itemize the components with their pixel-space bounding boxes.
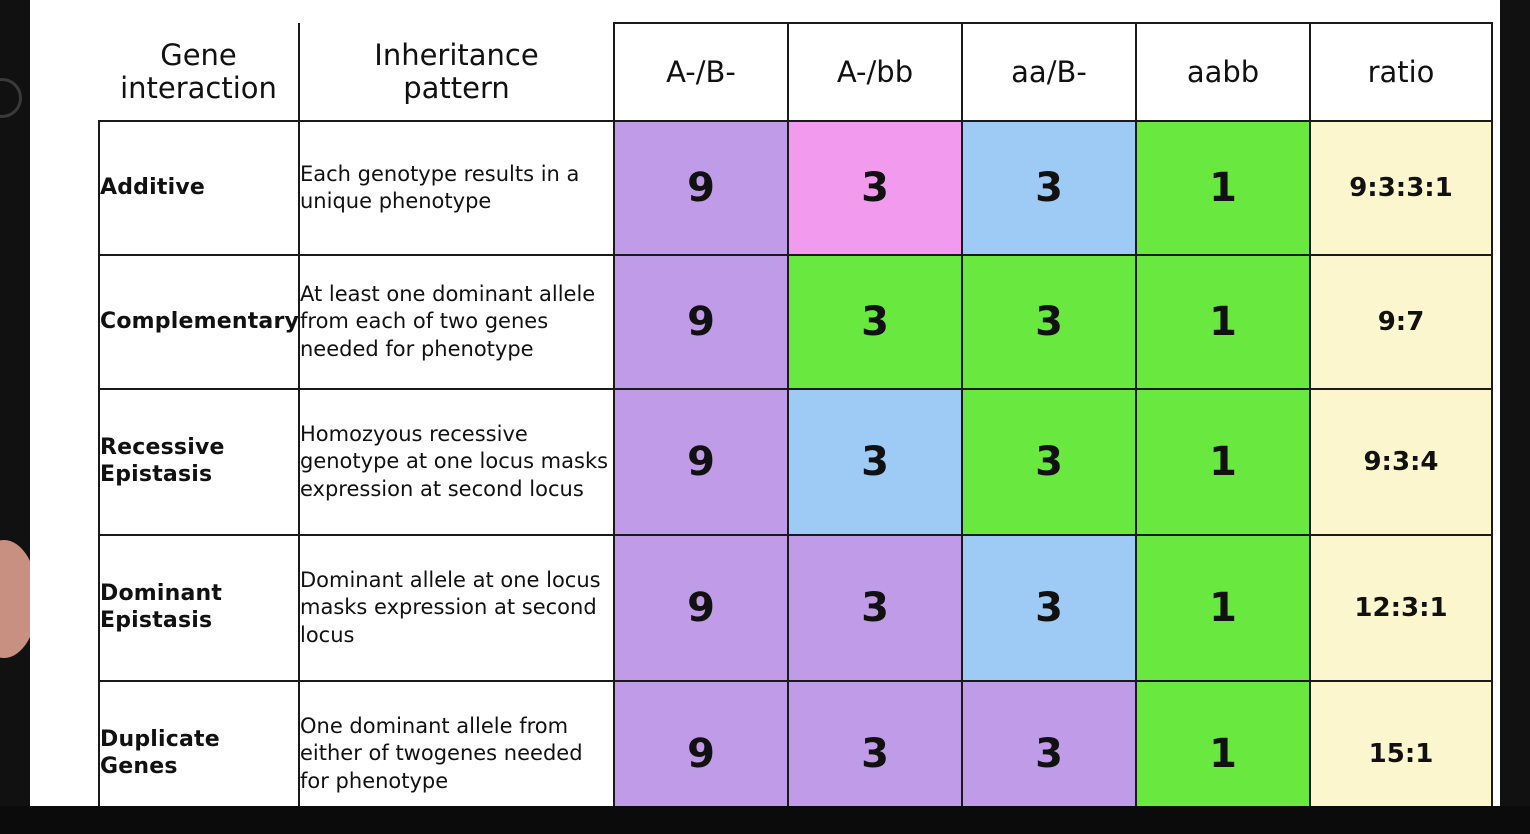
- header-ratio: ratio: [1310, 23, 1492, 121]
- row-pattern-complementary: At least one dominant allele from each of two genes needed for phenotype: [299, 255, 614, 389]
- header-inheritance-pattern: [299, 23, 614, 121]
- cell-ratio-0: 9:3:3:1: [1310, 121, 1492, 255]
- row-label-line2: Genes: [100, 754, 178, 779]
- header-gene-interaction-line1: Gene: [160, 38, 237, 73]
- cell-ratio-4: 15:1: [1310, 681, 1492, 827]
- right-gutter: [1500, 0, 1530, 834]
- row-label-dominant-epistasis: [99, 535, 299, 681]
- cell-ratio-3: 12:3:1: [1310, 535, 1492, 681]
- left-gutter: [0, 0, 30, 834]
- header-a-b: A-/B-: [614, 23, 788, 121]
- header-inheritance-pattern-line1: Inheritance: [374, 38, 539, 73]
- header-inheritance-pattern-line2: pattern: [403, 70, 510, 105]
- cell-ab-2: 9: [614, 389, 788, 535]
- cell-ab-3: 9: [614, 535, 788, 681]
- row-label-additive: [99, 121, 299, 255]
- cell-aabb-1: 1: [1136, 255, 1310, 389]
- cell-abb-0: 3: [788, 121, 962, 255]
- cell-abb-3: 3: [788, 535, 962, 681]
- row-label-line1: Duplicate: [100, 727, 220, 753]
- cell-aabb-2: 1: [1136, 389, 1310, 535]
- cell-ratio-1: 9:7: [1310, 255, 1492, 389]
- row-label-line2: Epistasis: [100, 462, 213, 487]
- cell-ab-0: 9: [614, 121, 788, 255]
- cell-ab-1: 9: [614, 255, 788, 389]
- cell-aabb-0: 1: [1136, 121, 1310, 255]
- cell-aab-1: 3: [962, 255, 1136, 389]
- cell-aabb-4: 1: [1136, 681, 1310, 827]
- row-label-line1: Dominant: [100, 581, 223, 607]
- row-pattern-dominant-epistasis: Dominant allele at one locus masks expression at second locus: [299, 535, 614, 681]
- row-label-line1: Recessive: [100, 435, 225, 461]
- table-header-row: [99, 23, 1492, 121]
- row-label-recessive-epistasis: [99, 389, 299, 535]
- row-label-complementary: [99, 255, 299, 389]
- cell-ratio-2: 9:3:4: [1310, 389, 1492, 535]
- document-sheet: [30, 0, 1500, 810]
- cell-aab-3: 3: [962, 535, 1136, 681]
- cell-abb-4: 3: [788, 681, 962, 827]
- header-aabb: aabb: [1136, 23, 1310, 121]
- row-pattern-recessive-epistasis: Homozyous recessive genotype at one locus masks expression at second locus: [299, 389, 614, 535]
- cell-aab-0: 3: [962, 121, 1136, 255]
- row-label-line1: Complementary: [100, 308, 300, 334]
- cell-abb-2: 3: [788, 389, 962, 535]
- header-gene-interaction-line2: interaction: [120, 70, 277, 105]
- row-pattern-duplicate-genes: One dominant allele from either of twogenes needed for phenotype: [299, 681, 614, 827]
- row-label-line1: Additive: [100, 174, 205, 200]
- table-row: [99, 121, 1492, 255]
- header-a-bb: A-/bb: [788, 23, 962, 121]
- table-row: [99, 255, 1492, 389]
- cell-aabb-3: 1: [1136, 535, 1310, 681]
- cell-ab-4: 9: [614, 681, 788, 827]
- header-gene-interaction: [99, 23, 299, 121]
- header-aa-b: aa/B-: [962, 23, 1136, 121]
- cell-abb-1: 3: [788, 255, 962, 389]
- gene-interaction-table: [98, 22, 1493, 828]
- table-row: [99, 389, 1492, 535]
- cell-aab-2: 3: [962, 389, 1136, 535]
- row-pattern-additive: Each genotype results in a unique phenotype: [299, 121, 614, 255]
- bottom-bar: [0, 806, 1530, 834]
- row-label-line2: Epistasis: [100, 608, 213, 633]
- table-row: [99, 535, 1492, 681]
- cell-aab-4: 3: [962, 681, 1136, 827]
